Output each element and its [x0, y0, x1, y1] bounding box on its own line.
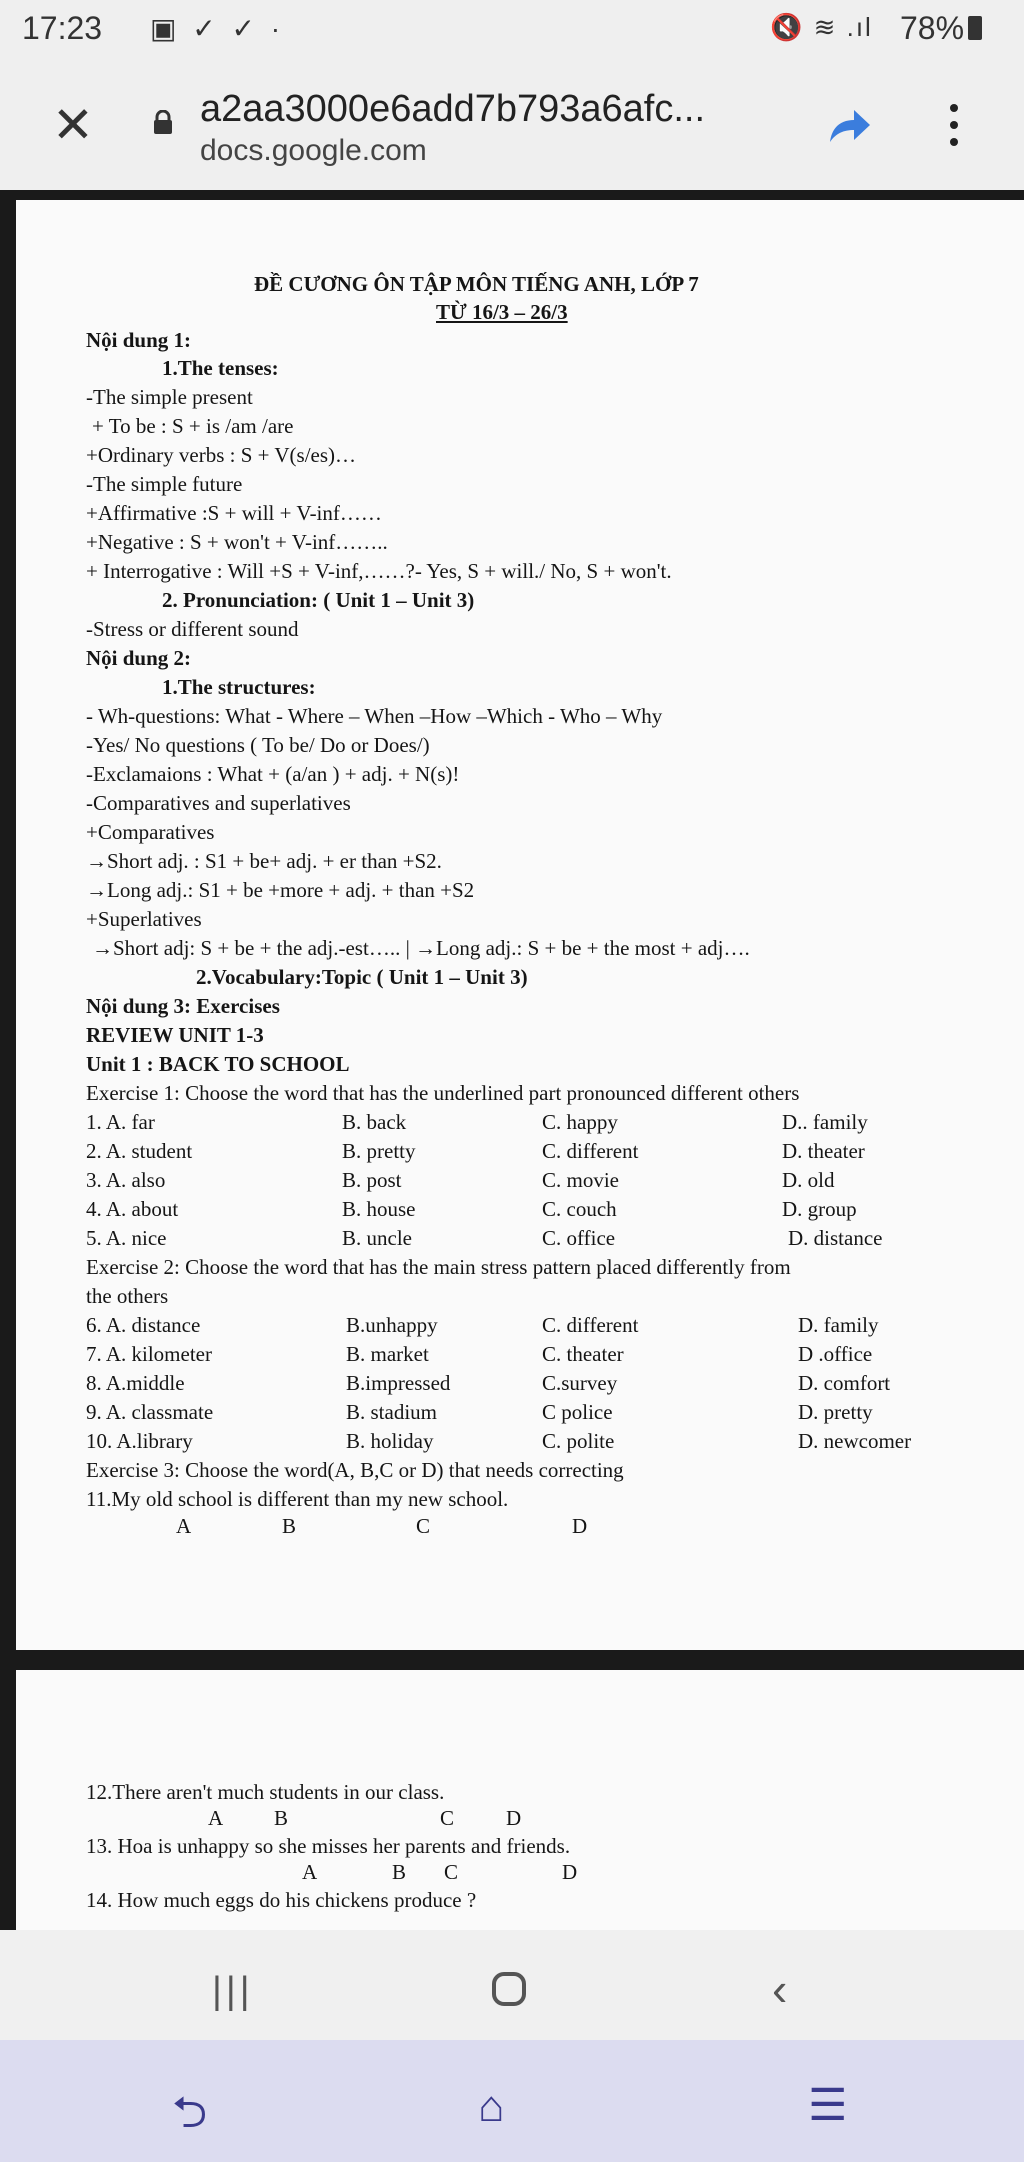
text-line: -Exclamaions : What + (a/an ) + adj. + N(s)!	[86, 762, 460, 786]
question-text: 11.My old school is different than my new school.	[86, 1487, 509, 1511]
section-heading: Nội dung 3: Exercises	[86, 994, 280, 1018]
text-line: →Short adj: S + be + the adj.-est….. | →Long adj.: S + be + the most + adj….	[92, 936, 750, 960]
text-line: +Ordinary verbs : S + V(s/es)…	[86, 443, 357, 467]
exercise-option: B.impressed	[346, 1371, 451, 1395]
subsection-heading: 1.The structures:	[162, 675, 316, 699]
exercise-option: B. stadium	[346, 1400, 438, 1424]
exercise-option: B.unhappy	[346, 1313, 438, 1337]
subsection-heading: 2. Pronunciation: ( Unit 1 – Unit 3)	[162, 588, 475, 612]
text-line: →Short adj. : S1 + be+ adj. + er than +S2.	[86, 849, 442, 873]
question-text: 13. Hoa is unhappy so she misses her parents and friends.	[86, 1834, 571, 1858]
exercise-option: 9. A. classmate	[86, 1400, 214, 1424]
url-title[interactable]: a2aa3000e6add7b793a6afc...	[200, 88, 706, 130]
exercise-option: C.survey	[542, 1371, 618, 1395]
system-navigation-bar	[0, 2040, 1024, 2162]
exercise-option: 1. A. far	[86, 1110, 155, 1134]
exercise-option: B. pretty	[342, 1139, 416, 1163]
exercise-option: D.. family	[782, 1110, 868, 1134]
subsection-heading: 1.The tenses:	[162, 356, 279, 380]
exercise-option: 4. A. about	[86, 1197, 179, 1221]
exercise-option: C. polite	[542, 1429, 615, 1453]
section-heading: Nội dung 2:	[86, 646, 192, 670]
exercise-option: C police	[542, 1400, 613, 1424]
text-line: - Wh-questions: What - Where – When –How –Which - Who – Why	[86, 704, 663, 728]
exercise-option: 2. A. student	[86, 1139, 193, 1163]
question-letter: C	[444, 1860, 459, 1884]
question-letter: A	[302, 1860, 318, 1884]
document-subtitle: TỪ 16/3 – 26/3	[436, 300, 568, 324]
more-menu-icon[interactable]	[950, 104, 958, 155]
text-line: -Comparatives and superlatives	[86, 791, 351, 815]
section-heading: REVIEW UNIT 1-3	[86, 1023, 264, 1047]
exercise-title: Exercise 3: Choose the word(A, B,C or D) that needs correcting	[86, 1458, 624, 1482]
status-time: 17:23	[22, 10, 103, 46]
notification-icons: ▣ ✓ ✓ ·	[150, 13, 285, 44]
exercise-option: D. group	[782, 1197, 857, 1221]
exercise-title: Exercise 2: Choose the word that has the main stress pattern placed differently from	[86, 1255, 791, 1279]
question-letter: D	[572, 1514, 588, 1538]
exercise-option: D. pretty	[798, 1400, 873, 1424]
exercise-option: B. house	[342, 1197, 416, 1221]
signal-icons: 🔇 ≋ .ıl	[770, 12, 873, 42]
back-icon[interactable]: ‹	[772, 1963, 788, 2015]
exercise-option: D. comfort	[798, 1371, 891, 1395]
system-home-icon[interactable]: ⌂	[478, 2082, 505, 2131]
document-page-2	[16, 1670, 1024, 1932]
exercise-option: C. office	[542, 1226, 616, 1250]
lock-icon	[152, 110, 174, 134]
text-line: -The simple future	[86, 472, 243, 496]
exercise-option: B. uncle	[342, 1226, 412, 1250]
home-icon[interactable]	[492, 1972, 526, 2006]
text-line: +Comparatives	[86, 820, 215, 844]
document-page-1	[16, 200, 1024, 1650]
exercise-option: B. holiday	[346, 1429, 434, 1453]
system-back-icon[interactable]: ⮌	[172, 2088, 208, 2137]
page-divider	[16, 1650, 1024, 1670]
exercise-option: D .office	[798, 1342, 873, 1366]
exercise-option: D. family	[798, 1313, 879, 1337]
exercise-option: C. happy	[542, 1110, 618, 1134]
exercise-option: 8. A.middle	[86, 1371, 185, 1395]
battery-level: 78%	[900, 10, 965, 46]
exercise-title: Exercise 1: Choose the word that has the underlined part pronounced different others	[86, 1081, 800, 1105]
question-text: 12.There aren't much students in our class.	[86, 1780, 445, 1804]
question-letter: D	[506, 1806, 522, 1830]
text-line: + Interrogative : Will +S + V-inf,……?- Yes, S + will./ No, S + won't.	[86, 559, 672, 583]
exercise-title-cont: the others	[86, 1284, 169, 1308]
system-menu-icon[interactable]: ☰	[808, 2081, 848, 2130]
recents-icon[interactable]: |||	[212, 1970, 254, 2012]
exercise-option: 5. A. nice	[86, 1226, 167, 1250]
exercise-option: D. old	[782, 1168, 835, 1192]
exercise-option: C. movie	[542, 1168, 619, 1192]
question-letter: C	[416, 1514, 431, 1538]
exercise-option: B. market	[346, 1342, 429, 1366]
exercise-option: B. post	[342, 1168, 402, 1192]
text-line: -Stress or different sound	[86, 617, 299, 641]
text-line: +Affirmative :S + will + V-inf……	[86, 501, 382, 525]
exercise-option: 7. A. kilometer	[86, 1342, 212, 1366]
question-letter: B	[392, 1860, 407, 1884]
text-line: +Superlatives	[86, 907, 202, 931]
close-icon[interactable]: ✕	[52, 97, 94, 153]
question-letter: A	[208, 1806, 224, 1830]
exercise-option: C. theater	[542, 1342, 624, 1366]
exercise-option: 3. A. also	[86, 1168, 166, 1192]
url-domain[interactable]: docs.google.com	[200, 134, 427, 167]
exercise-option: C. couch	[542, 1197, 617, 1221]
question-letter: B	[282, 1514, 297, 1538]
share-icon[interactable]	[826, 108, 872, 144]
exercise-option: D. theater	[782, 1139, 865, 1163]
exercise-option: 10. A.library	[86, 1429, 193, 1453]
text-line: -Yes/ No questions ( To be/ Do or Does/)	[86, 733, 430, 757]
subsection-heading: 2.Vocabulary:Topic ( Unit 1 – Unit 3)	[196, 965, 528, 989]
text-line: →Long adj.: S1 + be +more + adj. + than +S2	[86, 878, 475, 902]
section-heading: Unit 1 : BACK TO SCHOOL	[86, 1052, 350, 1076]
exercise-option: B. back	[342, 1110, 407, 1134]
question-letter: B	[274, 1806, 289, 1830]
text-line: + To be : S + is /am /are	[92, 414, 294, 438]
question-text: 14. How much eggs do his chickens produce ?	[86, 1888, 477, 1912]
exercise-option: D. distance	[788, 1226, 883, 1250]
exercise-option: D. newcomer	[798, 1429, 912, 1453]
section-heading: Nội dung 1:	[86, 328, 192, 352]
question-letter: D	[562, 1860, 578, 1884]
document-title: ĐỀ CƯƠNG ÔN TẬP MÔN TIẾNG ANH, LỚP 7	[254, 272, 699, 296]
text-line: +Negative : S + won't + V-inf……..	[86, 530, 388, 554]
battery-icon	[968, 16, 982, 40]
question-letter: A	[176, 1514, 192, 1538]
question-letter: C	[440, 1806, 455, 1830]
text-line: -The simple present	[86, 385, 253, 409]
exercise-option: C. different	[542, 1313, 639, 1337]
exercise-option: 6. A. distance	[86, 1313, 201, 1337]
exercise-option: C. different	[542, 1139, 639, 1163]
